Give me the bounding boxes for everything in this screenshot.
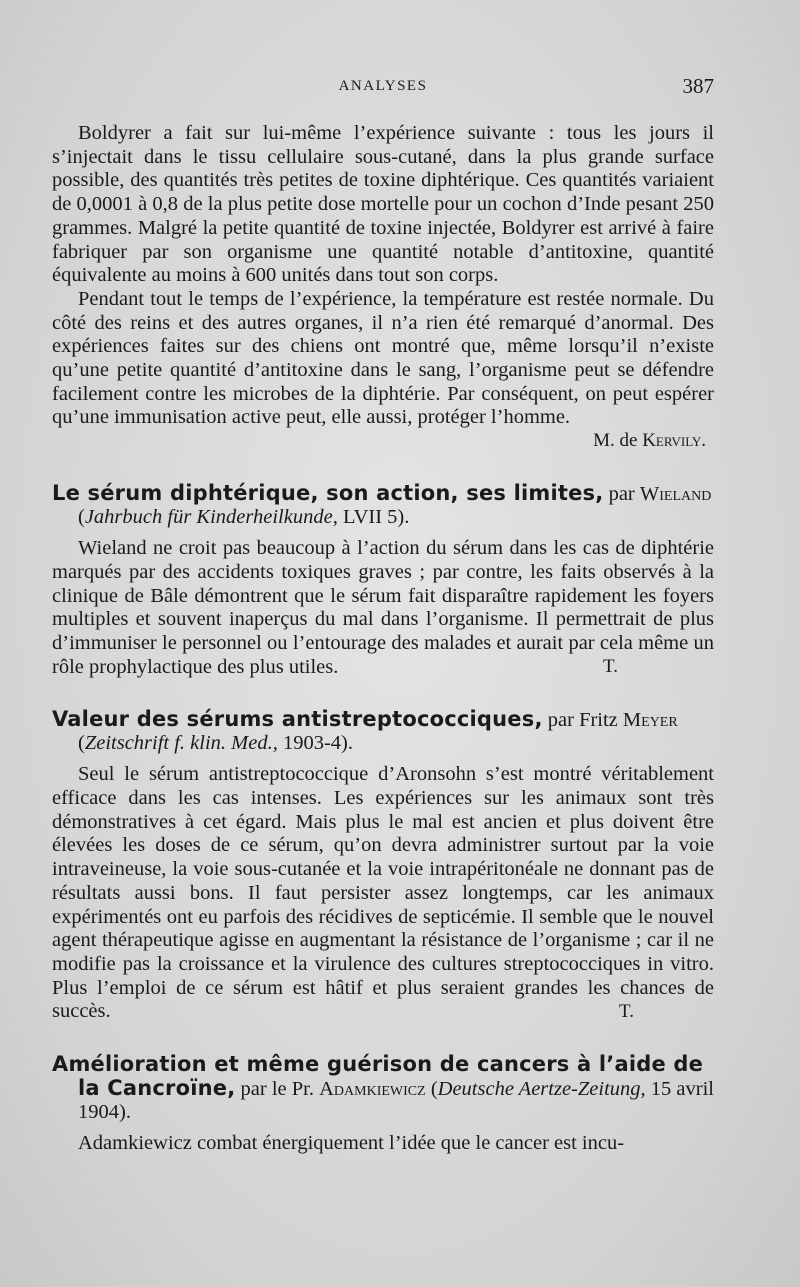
article4-source-ref: 15 avril 1904). [78,1078,714,1124]
article4-author: Adamkiewicz [319,1078,426,1101]
article2-paragraph-1: Wieland ne croit pas beaucoup à l’action du sérum dans les cas de diphtérie marqués par des accidents toxiques graves ; par contre, les faits observés à la clinique de Bâle démontrent que le sérum fait disparaître rapidement les foyers multiples et souvent inaperçus du mal dans l’organisme. Il permettrait de plus d’immuniser le personnel ou l’entourage des malades et aurait par cela même un rôle prophylactique des plus utiles. [52,537,714,678]
article1-signature [52,430,714,452]
article3-title: Valeur des sérums antistreptococciques, [52,707,543,732]
page-number: 387 [682,74,714,98]
article3-source-ref: 1903-4). [282,732,354,755]
article3-author: Meyer [622,709,678,732]
article1-paragraph-2: Pendant tout le temps de l’expérience, la température est restée normale. Du côté des reins et des autres organes, il n’a rien été remarqué d’anormal. Des expériences faites sur des chiens ont montré que, même lorsqu’il n’existe qu’une petite quantité d’antitoxine dans le sang, l’organisme peut se défendre facilement contre les microbes de la diphtérie. Par conséquent, on peut espérer qu’une immunisation active peut, elle aussi, protéger l’homme. [52,287,714,429]
article2-par: par [608,483,635,506]
signature-prefix: M. de [593,430,643,452]
article2-title: Le sérum diphtérique, son action, ses limites, [52,481,604,506]
article2-heading: Le sérum diphtérique, son action, ses limites, par Wieland (Jahrbuch für Kinderheilkunde, LVII 5). [52,481,712,529]
article2-source: Jahrbuch für Kinderheilkunde, [84,506,338,529]
article2-signature: T. [603,656,618,678]
page-body [52,122,714,1156]
article2-author: Wieland [639,483,712,506]
article4-paragraph-1: Adamkiewicz combat énergiquement l’idée que le cancer est incu- [78,1132,625,1155]
article4-heading: Amélioration et même guérison de cancers à l’aide de la Cancroïne, par le Pr. Adamkiewicz (Deutsche Aertze-Zeitung, 15 avril 1904). [52,1052,714,1124]
article4-title: Amélioration et même guérison de cancers à l’aide de la Cancroïne, [52,1052,704,1101]
article4-par: par le Pr. [240,1078,314,1101]
article3-paragraph-1: Seul le sérum antistreptococcique d’Aronsohn s’est montré véritablement efficace dans les cas intenses. Les expériences sur les animaux sont très démonstratives à cet égard. Mais plus le mal est ancien et plus doivent être élevées les doses de ce sérum, qu’on devra administrer surtout par la voie intraveineuse, la voie sous-cutanée et la voie intrapéritonéale ne donnant pas de résultats aussi bons. Il faut persister assez longtemps, car les animaux expérimentés ont eu parfois des récidives de septicémie. Il semble que le nouvel agent thérapeutique agisse en augmentant la résistance de l’organisme ; car il ne modifie pas la croissance et la virulence des cultures streptococciques in vitro. Plus l’emploi de ce sérum est hâtif et plus seraient grandes les chances de succès. [52,763,714,1023]
article4-source: Deutsche Aertze-Zeitung, [437,1078,646,1101]
article3-source: Zeitschrift f. klin. Med., [84,732,278,755]
signature-name: Kervily. [642,430,706,452]
article3-par: par Fritz [547,709,618,732]
article3-signature: T. [619,1001,634,1023]
article3-heading: Valeur des sérums antistreptococciques, par Fritz Meyer (Zeitschrift f. klin. Med., 1903-4). [52,707,678,755]
article2-source-ref: LVII 5). [342,506,410,529]
page-header [52,74,714,102]
article1-paragraph-1: Boldyrer a fait sur lui-même l’expérience suivante : tous les jours il s’injectait dans le tissu cellulaire sous-cutané, dans la plus grande surface possible, des quantités très petites de toxine diphtérique. Ces quantités variaient de 0,0001 à 0,8 de la plus petite dose mortelle pour un cochon d’Inde pesant 250 grammes. Malgré la petite quantité de toxine injectée, Boldyrer est arrivé à faire fabriquer par son organisme une quantité notable d’antitoxine, quantité équivalente au moins à 600 unités dans tout son corps. [52,122,714,287]
running-head: ANALYSES [338,78,428,94]
